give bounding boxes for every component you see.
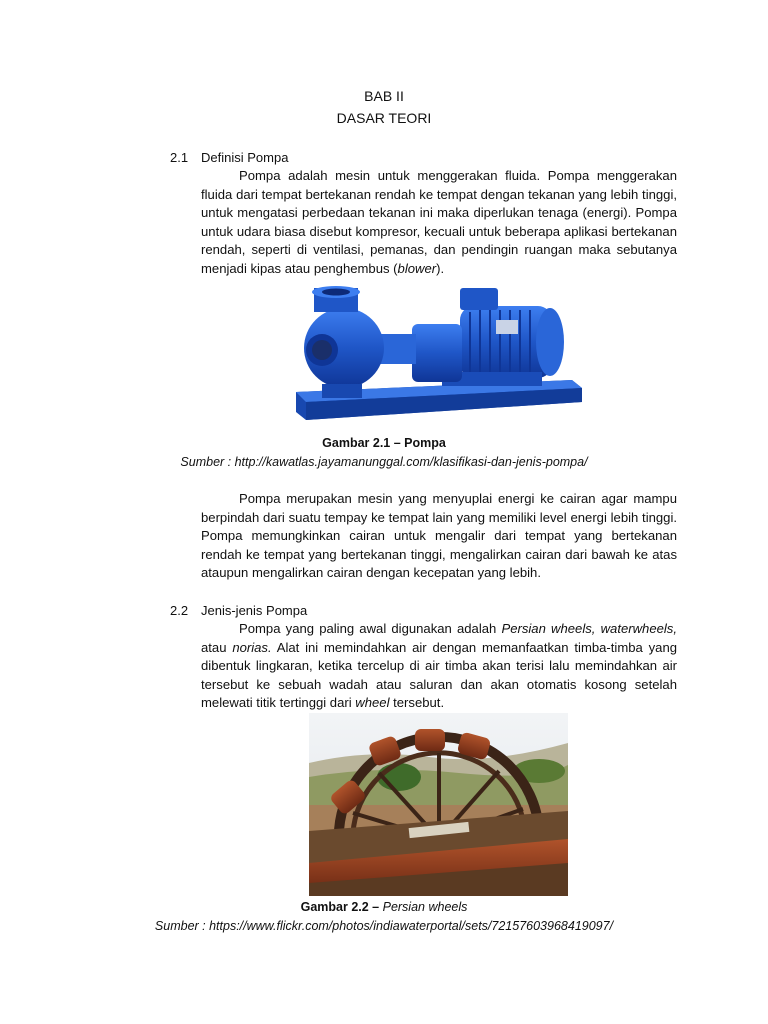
paragraph-text: Pompa adalah mesin untuk menggerakan fluida. Pompa menggerakan fluida dari tempat bertekanan rendah ke tempat dengan tekanan yang lebih tinggi, untuk mengatasi perbedaan tekanan ini maka diperlukan tenaga (energi). Pompa untuk udara biasa disebut kompresor, kecuali untuk beberapa aplikasi bertekanan rendah, seperti di ventilasi, pemanas, dan pendingin ruangan maka sebutanya menjadi kipas atau penghembus ( [201,168,677,276]
caption-label: Gambar 2.2 – [300,900,383,914]
chapter-number: BAB II [364,88,404,104]
paragraph-italic: wheel [355,695,390,711]
section-number: 2.1 [170,150,189,165]
paragraph [201,490,677,583]
section-number: 2.2 [170,603,189,618]
paragraph-italic: blower [397,260,437,276]
paragraph-text: Alat ini memindahkan air dengan memanfaatkan timba-timba yang dibentuk lingkaran, ketika tercelup di air timba akan terisi lalu memindahkan air tersebut ke sebuah wadah atau saluran dan akan otomatis kosong setelah melewati titik tertinggi dari [201,639,678,711]
paragraph-italic: norias. [232,639,272,655]
paragraph [201,167,677,279]
persian-wheel-image [309,713,568,896]
figure-source: Sumber : http://kawatlas.jayamanunggal.com/klasifikasi-dan-jenis-pompa/ [180,455,588,469]
paragraph-text: atau [201,639,233,655]
section-title: Definisi Pompa [201,150,289,165]
paragraph-text: Pompa yang paling awal digunakan adalah [239,621,502,636]
figure-caption: Gambar 2.1 – Pompa [322,436,446,450]
paragraph-text: Pompa merupakan mesin yang menyuplai energi ke cairan agar mampu berpindah dari suatu tempay ke tempat lain yang memiliki level energi lebih tinggi. Pompa memungkinkan cairan untuk mengalir dari tempat yang bertekanan rendah ke tempat yang bertekanan tinggi, mengalirkan cairan dari bawah ke atas ataupun mengalirkan cairan dengan kecepatan yang lebih. [201,491,677,581]
paragraph-italic: Persian wheels, waterwheels, [501,621,677,636]
section-title: Jenis-jenis Pompa [201,603,308,618]
paragraph-text: tersebut. [389,695,445,711]
figure-source: Sumber : https://www.flickr.com/photos/indiawaterportal/sets/72157603968419097/ [154,919,614,933]
caption-italic: Persian wheels [382,900,468,914]
centrifugal-pump-image [292,284,584,430]
paragraph-text: ). [436,260,445,276]
figure-caption [0,900,768,914]
chapter-title: DASAR TEORI [336,110,432,126]
paragraph [201,620,677,713]
